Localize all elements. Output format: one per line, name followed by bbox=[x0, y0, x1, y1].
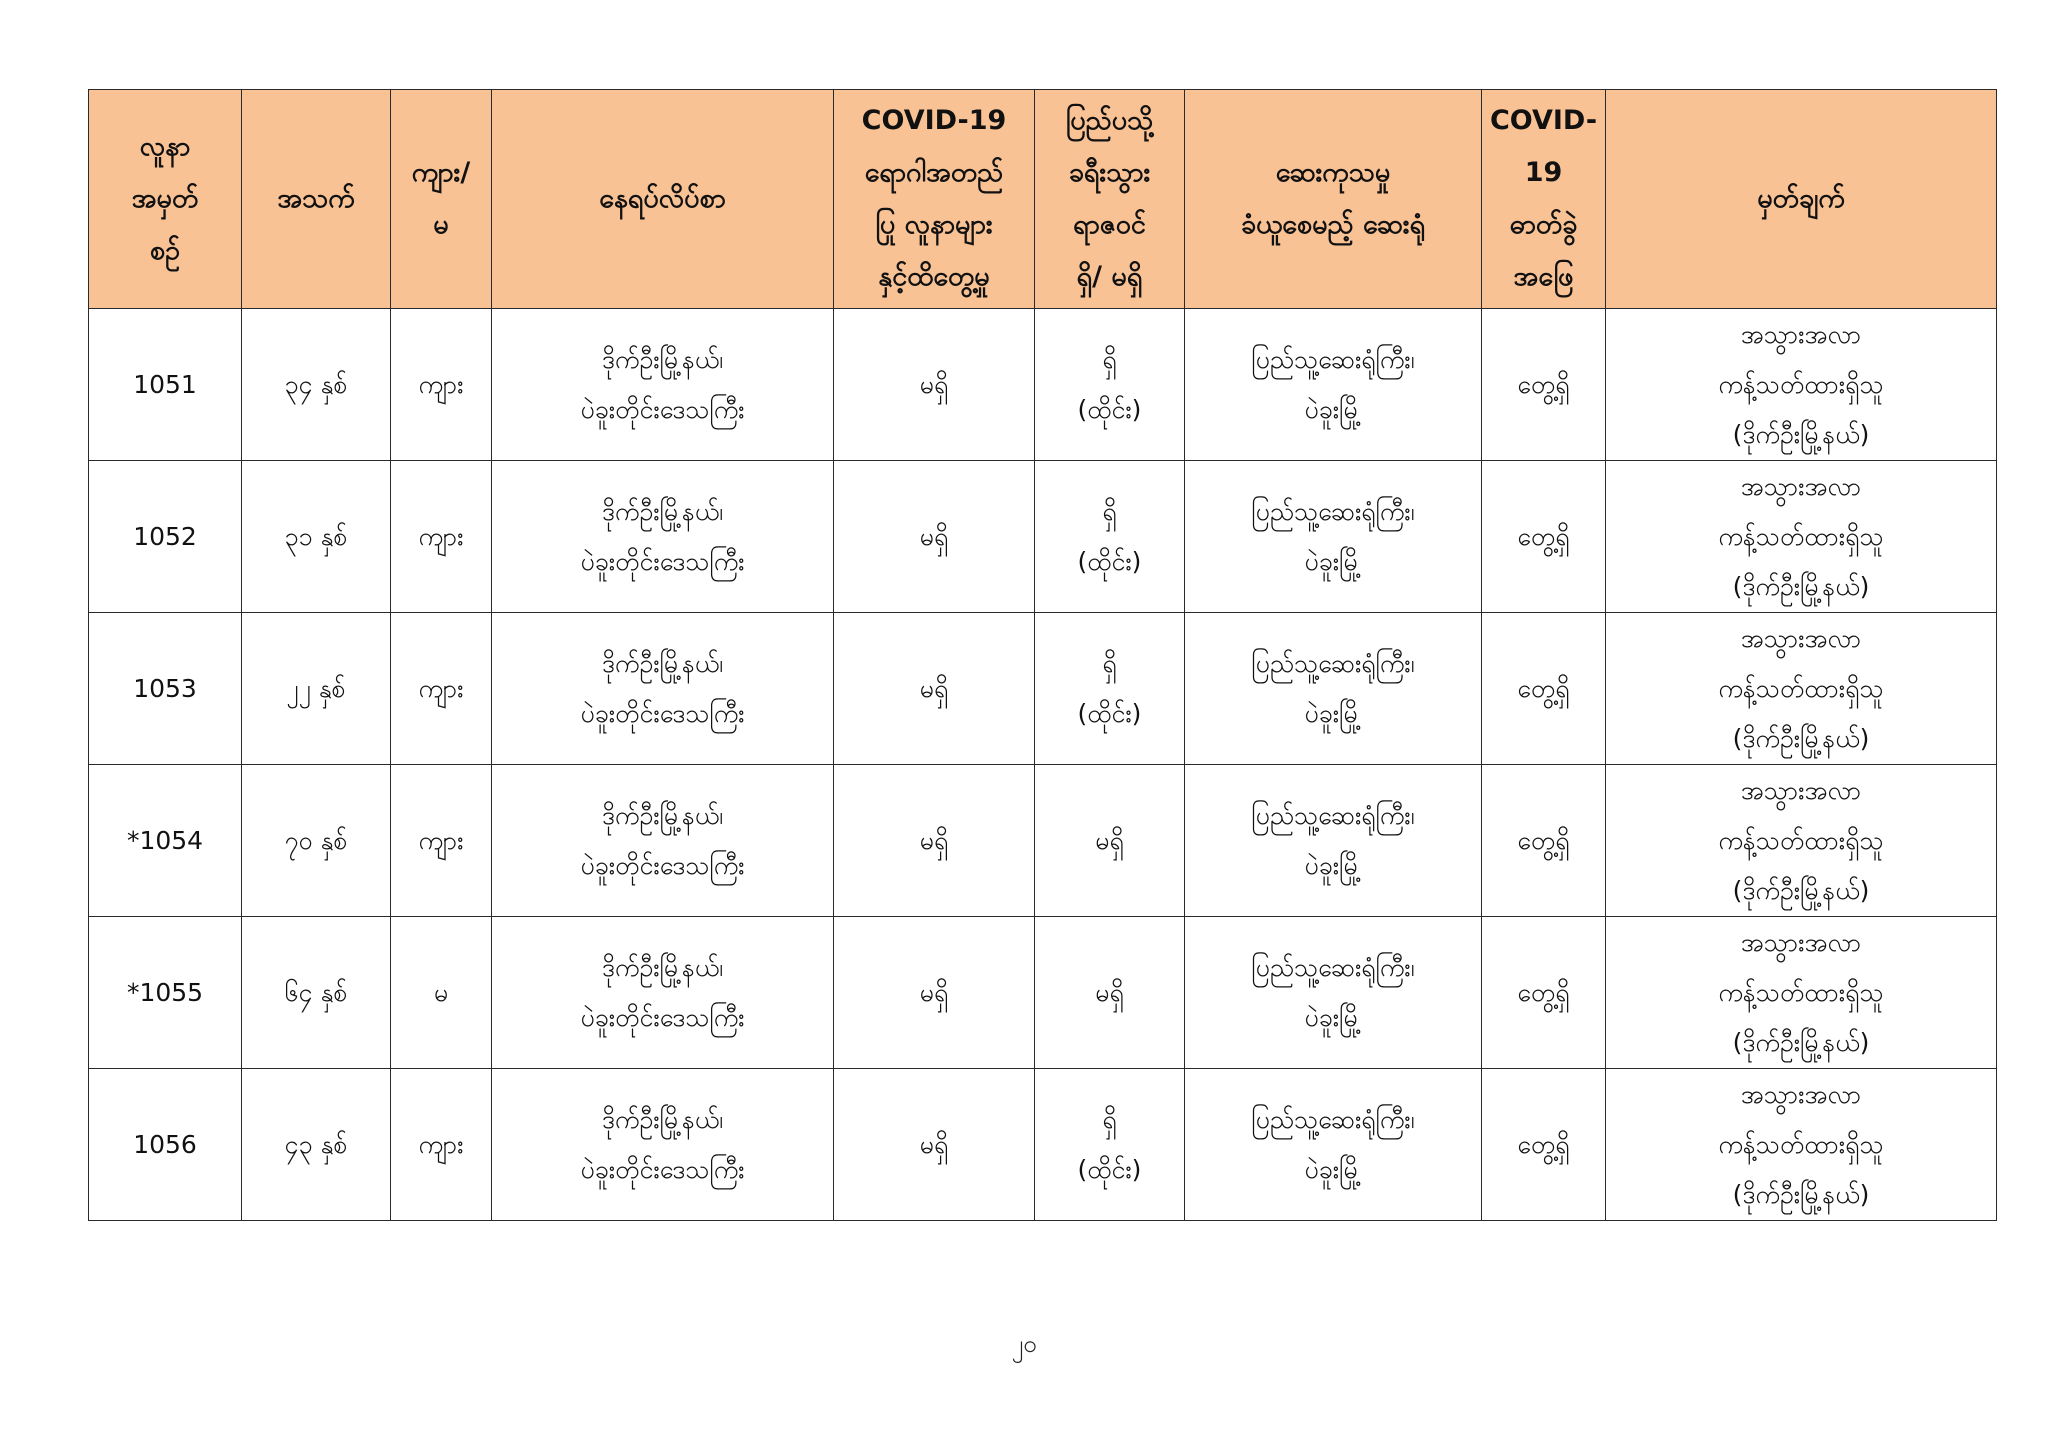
cell-contact: မရှိ bbox=[834, 461, 1035, 613]
cell-travel bbox=[1035, 461, 1185, 613]
table-row bbox=[89, 613, 1997, 765]
cell-address bbox=[492, 1069, 834, 1221]
cell-case-number: 1052 bbox=[89, 461, 242, 613]
case-table bbox=[88, 89, 1997, 1221]
cell-address-line: ပဲခူးတိုင်းဒေသကြီး bbox=[580, 1002, 745, 1032]
cell-hospital-line: ပဲခူးမြို့ bbox=[1304, 1154, 1362, 1184]
cell-hospital-line: ပြည်သူ့ဆေးရုံကြီး၊ bbox=[1251, 952, 1415, 982]
cell-age: ၃၄ နှစ် bbox=[242, 309, 391, 461]
cell-sex: ကျား bbox=[391, 1069, 492, 1221]
cell-remarks-line: အသွားအလာ bbox=[1740, 927, 1862, 957]
cell-remarks-line: ကန့်သတ်ထားရှိသူ bbox=[1718, 977, 1884, 1007]
cell-remarks bbox=[1606, 613, 1997, 765]
cell-lab-result: တွေ့ရှိ bbox=[1482, 613, 1606, 765]
cell-hospital bbox=[1185, 765, 1482, 917]
cell-age: ၂၂ နှစ် bbox=[242, 613, 391, 765]
cell-address-line: ပဲခူးတိုင်းဒေသကြီး bbox=[580, 850, 745, 880]
table-row bbox=[89, 309, 1997, 461]
cell-contact: မရှိ bbox=[834, 917, 1035, 1069]
cell-hospital bbox=[1185, 461, 1482, 613]
table-row bbox=[89, 1069, 1997, 1221]
cell-remarks-line: (ဒိုက်ဦးမြို့နယ်) bbox=[1732, 875, 1870, 905]
cell-remarks-line: (ဒိုက်ဦးမြို့နယ်) bbox=[1732, 1027, 1870, 1057]
cell-hospital-line: ပဲခူးမြို့ bbox=[1304, 850, 1362, 880]
cell-hospital-line: ပြည်သူ့ဆေးရုံကြီး၊ bbox=[1251, 1104, 1415, 1134]
cell-address-line: ပဲခူးတိုင်းဒေသကြီး bbox=[580, 698, 745, 728]
cell-address-line: ဒိုက်ဦးမြို့နယ်၊ bbox=[601, 800, 724, 830]
cell-travel-line: (ထိုင်း) bbox=[1077, 546, 1142, 576]
cell-lab-result: တွေ့ရှိ bbox=[1482, 917, 1606, 1069]
cell-age: ၃၁ နှစ် bbox=[242, 461, 391, 613]
cell-remarks-line: (ဒိုက်ဦးမြို့နယ်) bbox=[1732, 1179, 1870, 1209]
header-sex: ကျား/ မ bbox=[391, 90, 492, 309]
cell-remarks bbox=[1606, 461, 1997, 613]
cell-contact: မရှိ bbox=[834, 309, 1035, 461]
cell-hospital-line: ပဲခူးမြို့ bbox=[1304, 698, 1362, 728]
cell-hospital bbox=[1185, 613, 1482, 765]
cell-remarks-line: ကန့်သတ်ထားရှိသူ bbox=[1718, 369, 1884, 399]
cell-contact: မရှိ bbox=[834, 613, 1035, 765]
cell-travel-line: ရှိ bbox=[1102, 1104, 1117, 1134]
page-number: ၂၀ bbox=[1011, 1330, 1037, 1358]
header-hospital: ဆေးကုသမှု ခံယူစေမည့် ဆေးရုံ bbox=[1185, 90, 1482, 309]
cell-travel-line: ရှိ bbox=[1102, 648, 1117, 678]
cell-age: ၄၃ နှစ် bbox=[242, 1069, 391, 1221]
cell-hospital-line: ပြည်သူ့ဆေးရုံကြီး၊ bbox=[1251, 648, 1415, 678]
cell-travel-line: ရှိ bbox=[1102, 496, 1117, 526]
cell-remarks-line: ကန့်သတ်ထားရှိသူ bbox=[1718, 825, 1884, 855]
header-lab-result: COVID- 19 ဓာတ်ခွဲ အဖြေ bbox=[1482, 90, 1606, 309]
cell-address bbox=[492, 917, 834, 1069]
cell-sex: ကျား bbox=[391, 613, 492, 765]
cell-sex: မ bbox=[391, 917, 492, 1069]
cell-hospital bbox=[1185, 917, 1482, 1069]
cell-case-number: *1054 bbox=[89, 765, 242, 917]
cell-sex: ကျား bbox=[391, 309, 492, 461]
cell-remarks-line: အသွားအလာ bbox=[1740, 471, 1862, 501]
cell-travel bbox=[1035, 765, 1185, 917]
cell-hospital-line: ပြည်သူ့ဆေးရုံကြီး၊ bbox=[1251, 496, 1415, 526]
cell-contact: မရှိ bbox=[834, 1069, 1035, 1221]
cell-travel-line: (ထိုင်း) bbox=[1077, 1154, 1142, 1184]
cell-remarks-line: ကန့်သတ်ထားရှိသူ bbox=[1718, 521, 1884, 551]
cell-lab-result: တွေ့ရှိ bbox=[1482, 765, 1606, 917]
cell-travel-line: (ထိုင်း) bbox=[1077, 698, 1142, 728]
cell-case-number: *1055 bbox=[89, 917, 242, 1069]
cell-sex: ကျား bbox=[391, 461, 492, 613]
cell-age: ၇၀ နှစ် bbox=[242, 765, 391, 917]
header-remarks: မှတ်ချက် bbox=[1606, 90, 1997, 309]
cell-address bbox=[492, 613, 834, 765]
cell-address bbox=[492, 309, 834, 461]
cell-address-line: ဒိုက်ဦးမြို့နယ်၊ bbox=[601, 496, 724, 526]
cell-remarks-line: အသွားအလာ bbox=[1740, 775, 1862, 805]
cell-travel-line: (ထိုင်း) bbox=[1077, 394, 1142, 424]
cell-contact: မရှိ bbox=[834, 765, 1035, 917]
cell-remarks-line: (ဒိုက်ဦးမြို့နယ်) bbox=[1732, 419, 1870, 449]
cell-travel bbox=[1035, 1069, 1185, 1221]
cell-remarks bbox=[1606, 765, 1997, 917]
cell-address-line: ပဲခူးတိုင်းဒေသကြီး bbox=[580, 1154, 745, 1184]
cell-hospital-line: ပဲခူးမြို့ bbox=[1304, 546, 1362, 576]
cell-hospital bbox=[1185, 309, 1482, 461]
table-body bbox=[89, 309, 1997, 1221]
cell-travel bbox=[1035, 613, 1185, 765]
header-address: နေရပ်လိပ်စာ bbox=[492, 90, 834, 309]
cell-remarks-line: အသွားအလာ bbox=[1740, 1079, 1862, 1109]
table-row bbox=[89, 461, 1997, 613]
cell-remarks-line: အသွားအလာ bbox=[1740, 319, 1862, 349]
cell-address-line: ဒိုက်ဦးမြို့နယ်၊ bbox=[601, 1104, 724, 1134]
cell-remarks-line: အသွားအလာ bbox=[1740, 623, 1862, 653]
header-travel-history: ပြည်ပသို့ ခရီးသွား ရာဇဝင် ရှိ/ မရှိ bbox=[1035, 90, 1185, 309]
table-row bbox=[89, 917, 1997, 1069]
cell-travel-line: မရှိ bbox=[1095, 825, 1124, 855]
cell-age: ၆၄ နှစ် bbox=[242, 917, 391, 1069]
cell-address-line: ဒိုက်ဦးမြို့နယ်၊ bbox=[601, 648, 724, 678]
cell-hospital bbox=[1185, 1069, 1482, 1221]
cell-lab-result: တွေ့ရှိ bbox=[1482, 1069, 1606, 1221]
cell-address-line: ဒိုက်ဦးမြို့နယ်၊ bbox=[601, 952, 724, 982]
cell-hospital-line: ပြည်သူ့ဆေးရုံကြီး၊ bbox=[1251, 800, 1415, 830]
cell-remarks-line: ကန့်သတ်ထားရှိသူ bbox=[1718, 1129, 1884, 1159]
cell-remarks-line: ကန့်သတ်ထားရှိသူ bbox=[1718, 673, 1884, 703]
table-header-row bbox=[89, 90, 1997, 309]
cell-travel-line: မရှိ bbox=[1095, 977, 1124, 1007]
cell-remarks-line: (ဒိုက်ဦးမြို့နယ်) bbox=[1732, 723, 1870, 753]
header-age: အသက် bbox=[242, 90, 391, 309]
cell-address bbox=[492, 765, 834, 917]
cell-case-number: 1053 bbox=[89, 613, 242, 765]
cell-remarks bbox=[1606, 917, 1997, 1069]
cell-lab-result: တွေ့ရှိ bbox=[1482, 461, 1606, 613]
cell-remarks-line: (ဒိုက်ဦးမြို့နယ်) bbox=[1732, 571, 1870, 601]
cell-remarks bbox=[1606, 309, 1997, 461]
cell-address-line: ပဲခူးတိုင်းဒေသကြီး bbox=[580, 546, 745, 576]
cell-address bbox=[492, 461, 834, 613]
cell-remarks bbox=[1606, 1069, 1997, 1221]
cell-address-line: ဒိုက်ဦးမြို့နယ်၊ bbox=[601, 344, 724, 374]
cell-hospital-line: ပဲခူးမြို့ bbox=[1304, 1002, 1362, 1032]
cell-address-line: ပဲခူးတိုင်းဒေသကြီး bbox=[580, 394, 745, 424]
cell-hospital-line: ပြည်သူ့ဆေးရုံကြီး၊ bbox=[1251, 344, 1415, 374]
table-row bbox=[89, 765, 1997, 917]
cell-travel-line: ရှိ bbox=[1102, 344, 1117, 374]
cell-travel bbox=[1035, 917, 1185, 1069]
cell-sex: ကျား bbox=[391, 765, 492, 917]
cell-case-number: 1056 bbox=[89, 1069, 242, 1221]
cell-lab-result: တွေ့ရှိ bbox=[1482, 309, 1606, 461]
cell-travel bbox=[1035, 309, 1185, 461]
header-contact: COVID-19 ရောဂါအတည် ပြု လူနာများ နှင့်ထိတွေ့မှု bbox=[834, 90, 1035, 309]
cell-case-number: 1051 bbox=[89, 309, 242, 461]
cell-hospital-line: ပဲခူးမြို့ bbox=[1304, 394, 1362, 424]
header-case-number: လူနာ အမှတ် စဉ် bbox=[89, 90, 242, 309]
